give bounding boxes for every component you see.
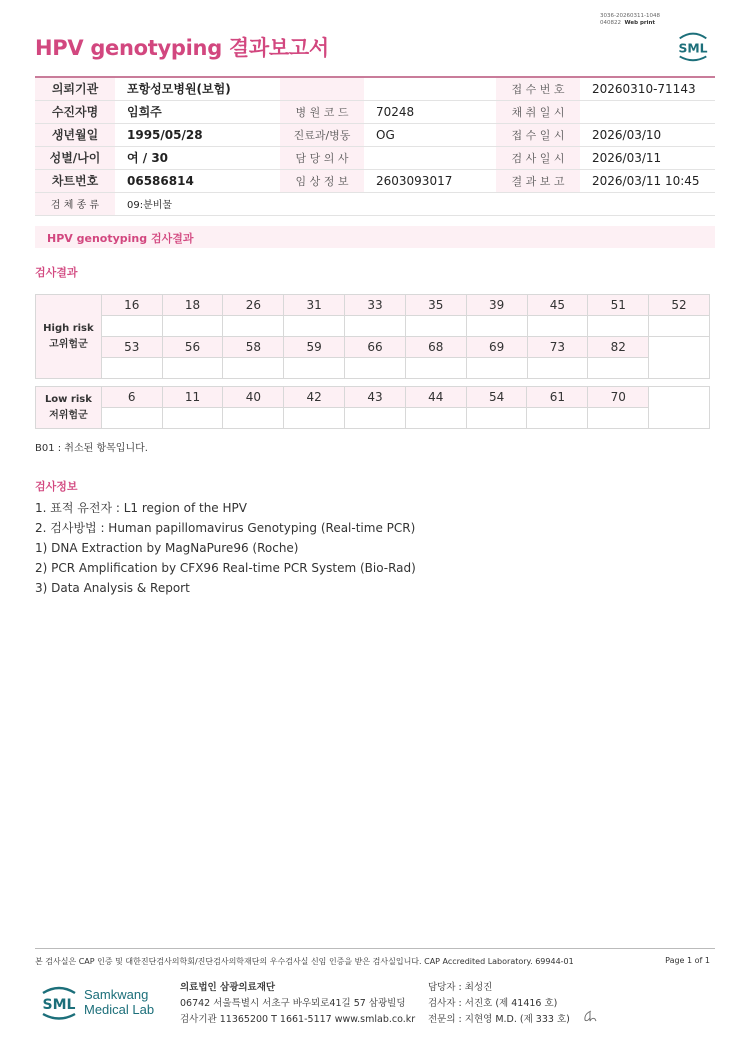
section-title: HPV genotyping 검사결과 xyxy=(35,226,715,248)
footer-divider xyxy=(35,948,715,949)
low-risk-table xyxy=(35,386,710,429)
brand-name: Samkwang Medical Lab xyxy=(84,987,155,1017)
high-risk-label: High risk 고위험군 xyxy=(36,295,102,379)
page-number: Page 1 of 1 xyxy=(665,956,710,965)
list-item: 3) Data Analysis & Report xyxy=(35,581,190,595)
info-row: 의뢰기관 포항성모병원(보험) 접 수 번 호 20260310-71143 xyxy=(35,77,715,100)
info-row: 성별/나이 여 / 30 담 당 의 사 검 사 일 시 2026/03/11 xyxy=(35,146,715,169)
list-item: 1) DNA Extraction by MagNaPure96 (Roche) xyxy=(35,541,299,555)
specimen-value: 09:분비물 xyxy=(115,192,715,215)
table-row: High risk 고위험군 16 18 26 31 33 35 39 45 51 52 xyxy=(36,295,710,316)
high-risk-table xyxy=(35,294,710,379)
sml-logo-icon xyxy=(674,27,712,65)
table-row: Low risk 저위험군 6 11 40 42 43 44 54 61 70 xyxy=(36,387,710,408)
svg-text:SML: SML xyxy=(42,997,76,1013)
results-heading: 검사결과 xyxy=(35,266,78,279)
table-row xyxy=(36,408,710,429)
list-item: 2. 검사방법 : Human papillomavirus Genotyping (Real-time PCR) xyxy=(35,521,416,535)
page-title: HPV genotyping 결과보고서 xyxy=(35,36,329,60)
samkwang-logo-icon xyxy=(37,980,81,1024)
list-item: 1. 표적 유전자 : L1 region of the HPV xyxy=(35,501,247,515)
patient-info-table xyxy=(35,76,715,216)
table-row xyxy=(36,316,710,337)
table-row: 53 56 58 59 66 68 69 73 82 xyxy=(36,337,710,358)
accreditation-note: 본 검사실은 CAP 인증 및 대한진단검사의학회/진단검사의학재단의 우수검사실 신임 인증을 받은 검사실입니다. CAP Accredited Laboratory. 69944-01 xyxy=(35,957,574,966)
info-row: 수진자명 임희주 병 원 코 드 70248 채 취 일 시 xyxy=(35,100,715,123)
info-row xyxy=(35,192,715,215)
report-code: 3036-20260311-1048 040822 Web print xyxy=(600,13,660,26)
info-row: 차트번호 06586814 임 상 정 보 2603093017 결 과 보 고 2026/03/11 10:45 xyxy=(35,169,715,192)
info-row: 생년월일 1995/05/28 진료과/병동 OG 접 수 일 시 2026/03/10 xyxy=(35,123,715,146)
svg-text:SML: SML xyxy=(678,41,708,56)
low-risk-label: Low risk 저위험군 xyxy=(36,387,102,429)
list-item: 2) PCR Amplification by CFX96 Real-time PCR System (Bio-Rad) xyxy=(35,561,416,575)
staff-info: 담당자 : 최성진 검사자 : 서진호 (제 41416 호) 전문의 : 지현영 M.D. (제 333 호) xyxy=(428,982,570,1025)
signature-icon xyxy=(582,1009,598,1023)
cancel-note: B01 : 취소된 항목입니다. xyxy=(35,443,148,454)
test-info-heading: 검사정보 xyxy=(35,480,78,493)
organization-info: 의료법인 삼광의료재단 06742 서울특별시 서초구 바우뫼로41길 57 삼광빌딩 검사기관 11365200 T 1661-5117 www.smlab.co.kr xyxy=(180,982,416,1025)
table-row xyxy=(36,358,710,379)
method-list xyxy=(35,498,416,598)
specimen-label: 검 체 종 류 xyxy=(35,192,115,215)
